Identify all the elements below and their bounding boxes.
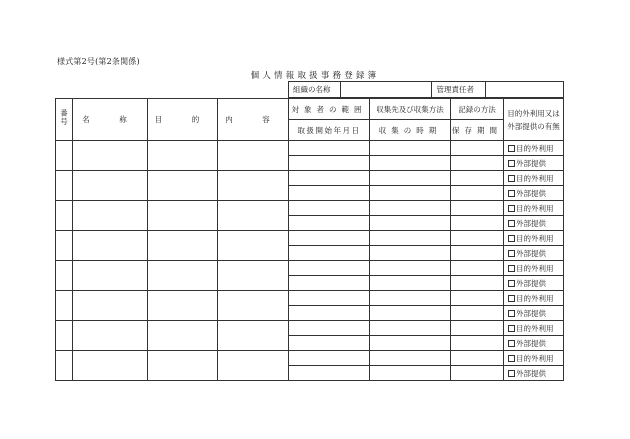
row-collection-time-cell[interactable]	[370, 186, 451, 201]
row-purpose-cell[interactable]	[148, 351, 218, 381]
row-content-cell[interactable]	[218, 291, 289, 321]
checkbox-outside-use[interactable]	[504, 231, 564, 246]
manager-label: 管理責任者	[432, 82, 486, 97]
checkbox-square-icon[interactable]	[508, 370, 515, 377]
row-content-cell[interactable]	[218, 141, 289, 171]
checkbox-external-provision[interactable]	[504, 156, 564, 171]
row-collection-time-cell[interactable]	[370, 306, 451, 321]
row-collection-source-cell[interactable]	[370, 261, 451, 276]
checkbox-square-icon[interactable]	[508, 220, 515, 227]
row-retention-cell[interactable]	[451, 336, 504, 351]
row-retention-cell[interactable]	[451, 306, 504, 321]
row-start-date-cell[interactable]	[289, 246, 370, 261]
row-name-cell[interactable]	[73, 201, 148, 231]
row-number-cell[interactable]	[56, 291, 73, 321]
row-start-date-cell[interactable]	[289, 276, 370, 291]
checkbox-outside-use[interactable]	[504, 351, 564, 366]
checkbox-outside-use[interactable]	[504, 321, 564, 336]
row-collection-time-cell[interactable]	[370, 216, 451, 231]
checkbox-square-icon[interactable]	[508, 325, 515, 332]
checkbox-square-icon[interactable]	[508, 310, 515, 317]
header-purpose: 目 的	[148, 99, 218, 141]
checkbox-label: 外部提供	[516, 158, 546, 168]
row-name-cell[interactable]	[73, 291, 148, 321]
row-record-method-cell[interactable]	[451, 231, 504, 246]
row-collection-source-cell[interactable]	[370, 171, 451, 186]
row-number-cell[interactable]	[56, 261, 73, 291]
checkbox-label: 目的外利用	[516, 353, 554, 363]
row-collection-source-cell[interactable]	[370, 201, 451, 216]
row-collection-source-cell[interactable]	[370, 291, 451, 306]
row-name-cell[interactable]	[73, 231, 148, 261]
row-scope-cell[interactable]	[289, 171, 370, 186]
checkbox-label: 目的外利用	[516, 173, 554, 183]
table-row	[56, 351, 564, 366]
header-content: 内 容	[218, 99, 289, 141]
header-external-line2: 外部提供の有無	[507, 121, 560, 131]
checkbox-label: 目的外利用	[516, 143, 554, 153]
row-start-date-cell[interactable]	[289, 156, 370, 171]
checkbox-label: 外部提供	[516, 188, 546, 198]
checkbox-square-icon[interactable]	[508, 250, 515, 257]
registry-body	[56, 141, 564, 381]
row-purpose-cell[interactable]	[148, 201, 218, 231]
row-collection-source-cell[interactable]	[370, 321, 451, 336]
checkbox-label: 目的外利用	[516, 203, 554, 213]
row-retention-cell[interactable]	[451, 366, 504, 381]
row-retention-cell[interactable]	[451, 276, 504, 291]
row-number-cell[interactable]	[56, 171, 73, 201]
row-collection-time-cell[interactable]	[370, 246, 451, 261]
header-record-method: 記録の方法	[451, 99, 504, 120]
table-row	[56, 261, 564, 276]
checkbox-outside-use[interactable]	[504, 261, 564, 276]
row-start-date-cell[interactable]	[289, 336, 370, 351]
header-name: 名 称	[73, 99, 148, 141]
checkbox-square-icon[interactable]	[508, 355, 515, 362]
row-name-cell[interactable]	[73, 171, 148, 201]
checkbox-square-icon[interactable]	[508, 160, 515, 167]
row-record-method-cell[interactable]	[451, 351, 504, 366]
checkbox-outside-use[interactable]	[504, 141, 564, 156]
manager-field[interactable]	[486, 82, 564, 97]
row-content-cell[interactable]	[218, 321, 289, 351]
document-title: 個人情報取扱事務登録簿	[250, 71, 380, 81]
row-content-cell[interactable]	[218, 261, 289, 291]
row-scope-cell[interactable]	[289, 351, 370, 366]
header-start-date: 取扱開始年月日	[289, 120, 370, 141]
row-retention-cell[interactable]	[451, 216, 504, 231]
row-content-cell[interactable]	[218, 171, 289, 201]
row-purpose-cell[interactable]	[148, 231, 218, 261]
row-name-cell[interactable]	[73, 351, 148, 381]
row-purpose-cell[interactable]	[148, 291, 218, 321]
organization-row	[288, 81, 564, 98]
row-number-cell[interactable]	[56, 321, 73, 351]
checkbox-external-provision[interactable]	[504, 216, 564, 231]
row-content-cell[interactable]	[218, 201, 289, 231]
checkbox-square-icon[interactable]	[508, 175, 515, 182]
checkbox-external-provision[interactable]	[504, 246, 564, 261]
checkbox-label: 外部提供	[516, 368, 546, 378]
checkbox-square-icon[interactable]	[508, 145, 515, 152]
row-start-date-cell[interactable]	[289, 306, 370, 321]
row-number-cell[interactable]	[56, 141, 73, 171]
form-number-label: 様式第2号(第2条関係)	[57, 57, 140, 66]
row-number-cell[interactable]	[56, 231, 73, 261]
row-name-cell[interactable]	[73, 141, 148, 171]
checkbox-label: 目的外利用	[516, 293, 554, 303]
checkbox-external-provision[interactable]	[504, 336, 564, 351]
row-purpose-cell[interactable]	[148, 321, 218, 351]
table-row	[56, 321, 564, 336]
row-purpose-cell[interactable]	[148, 261, 218, 291]
header-collection-source: 収集先及び収集方法	[370, 99, 451, 120]
checkbox-outside-use[interactable]	[504, 171, 564, 186]
header-number: 番号	[56, 99, 73, 141]
org-name-label: 組織の名称	[289, 82, 341, 97]
table-row	[56, 171, 564, 186]
checkbox-external-provision[interactable]	[504, 306, 564, 321]
header-external-use	[504, 99, 564, 141]
table-row	[56, 231, 564, 246]
checkbox-square-icon[interactable]	[508, 205, 515, 212]
row-scope-cell[interactable]	[289, 261, 370, 276]
table-row	[56, 141, 564, 156]
row-scope-cell[interactable]	[289, 291, 370, 306]
row-start-date-cell[interactable]	[289, 366, 370, 381]
row-collection-time-cell[interactable]	[370, 366, 451, 381]
row-retention-cell[interactable]	[451, 246, 504, 261]
checkbox-label: 外部提供	[516, 278, 546, 288]
row-content-cell[interactable]	[218, 351, 289, 381]
row-retention-cell[interactable]	[451, 156, 504, 171]
row-collection-source-cell[interactable]	[370, 351, 451, 366]
row-collection-source-cell[interactable]	[370, 231, 451, 246]
table-row	[56, 291, 564, 306]
checkbox-square-icon[interactable]	[508, 235, 515, 242]
row-name-cell[interactable]	[73, 261, 148, 291]
checkbox-external-provision[interactable]	[504, 366, 564, 381]
checkbox-label: 外部提供	[516, 308, 546, 318]
row-retention-cell[interactable]	[451, 186, 504, 201]
registry-table	[55, 98, 564, 381]
row-collection-time-cell[interactable]	[370, 276, 451, 291]
row-collection-time-cell[interactable]	[370, 336, 451, 351]
row-record-method-cell[interactable]	[451, 261, 504, 276]
row-collection-time-cell[interactable]	[370, 156, 451, 171]
row-purpose-cell[interactable]	[148, 141, 218, 171]
checkbox-label: 目的外利用	[516, 263, 554, 273]
header-row-top	[56, 99, 564, 120]
header-collection-time: 収集の時期	[370, 120, 451, 141]
checkbox-outside-use[interactable]	[504, 291, 564, 306]
row-collection-source-cell[interactable]	[370, 141, 451, 156]
org-name-field[interactable]	[341, 82, 433, 97]
row-record-method-cell[interactable]	[451, 201, 504, 216]
checkbox-label: 外部提供	[516, 218, 546, 228]
header-retention: 保存期間	[451, 120, 504, 141]
row-number-cell[interactable]	[56, 201, 73, 231]
header-scope: 対象者の範囲	[289, 99, 370, 120]
row-name-cell[interactable]	[73, 321, 148, 351]
checkbox-external-provision[interactable]	[504, 276, 564, 291]
row-scope-cell[interactable]	[289, 201, 370, 216]
checkbox-square-icon[interactable]	[508, 190, 515, 197]
row-purpose-cell[interactable]	[148, 171, 218, 201]
checkbox-square-icon[interactable]	[508, 265, 515, 272]
checkbox-square-icon[interactable]	[508, 340, 515, 347]
row-scope-cell[interactable]	[289, 321, 370, 336]
checkbox-label: 目的外利用	[516, 233, 554, 243]
row-start-date-cell[interactable]	[289, 186, 370, 201]
checkbox-label: 外部提供	[516, 338, 546, 348]
row-record-method-cell[interactable]	[451, 141, 504, 156]
row-record-method-cell[interactable]	[451, 291, 504, 306]
table-row	[56, 201, 564, 216]
checkbox-square-icon[interactable]	[508, 295, 515, 302]
checkbox-external-provision[interactable]	[504, 186, 564, 201]
row-content-cell[interactable]	[218, 231, 289, 261]
header-external-line1: 目的外利用又は	[507, 108, 560, 118]
checkbox-label: 目的外利用	[516, 323, 554, 333]
row-start-date-cell[interactable]	[289, 216, 370, 231]
row-scope-cell[interactable]	[289, 231, 370, 246]
row-record-method-cell[interactable]	[451, 171, 504, 186]
checkbox-square-icon[interactable]	[508, 280, 515, 287]
row-record-method-cell[interactable]	[451, 321, 504, 336]
row-number-cell[interactable]	[56, 351, 73, 381]
checkbox-label: 外部提供	[516, 248, 546, 258]
row-scope-cell[interactable]	[289, 141, 370, 156]
checkbox-outside-use[interactable]	[504, 201, 564, 216]
